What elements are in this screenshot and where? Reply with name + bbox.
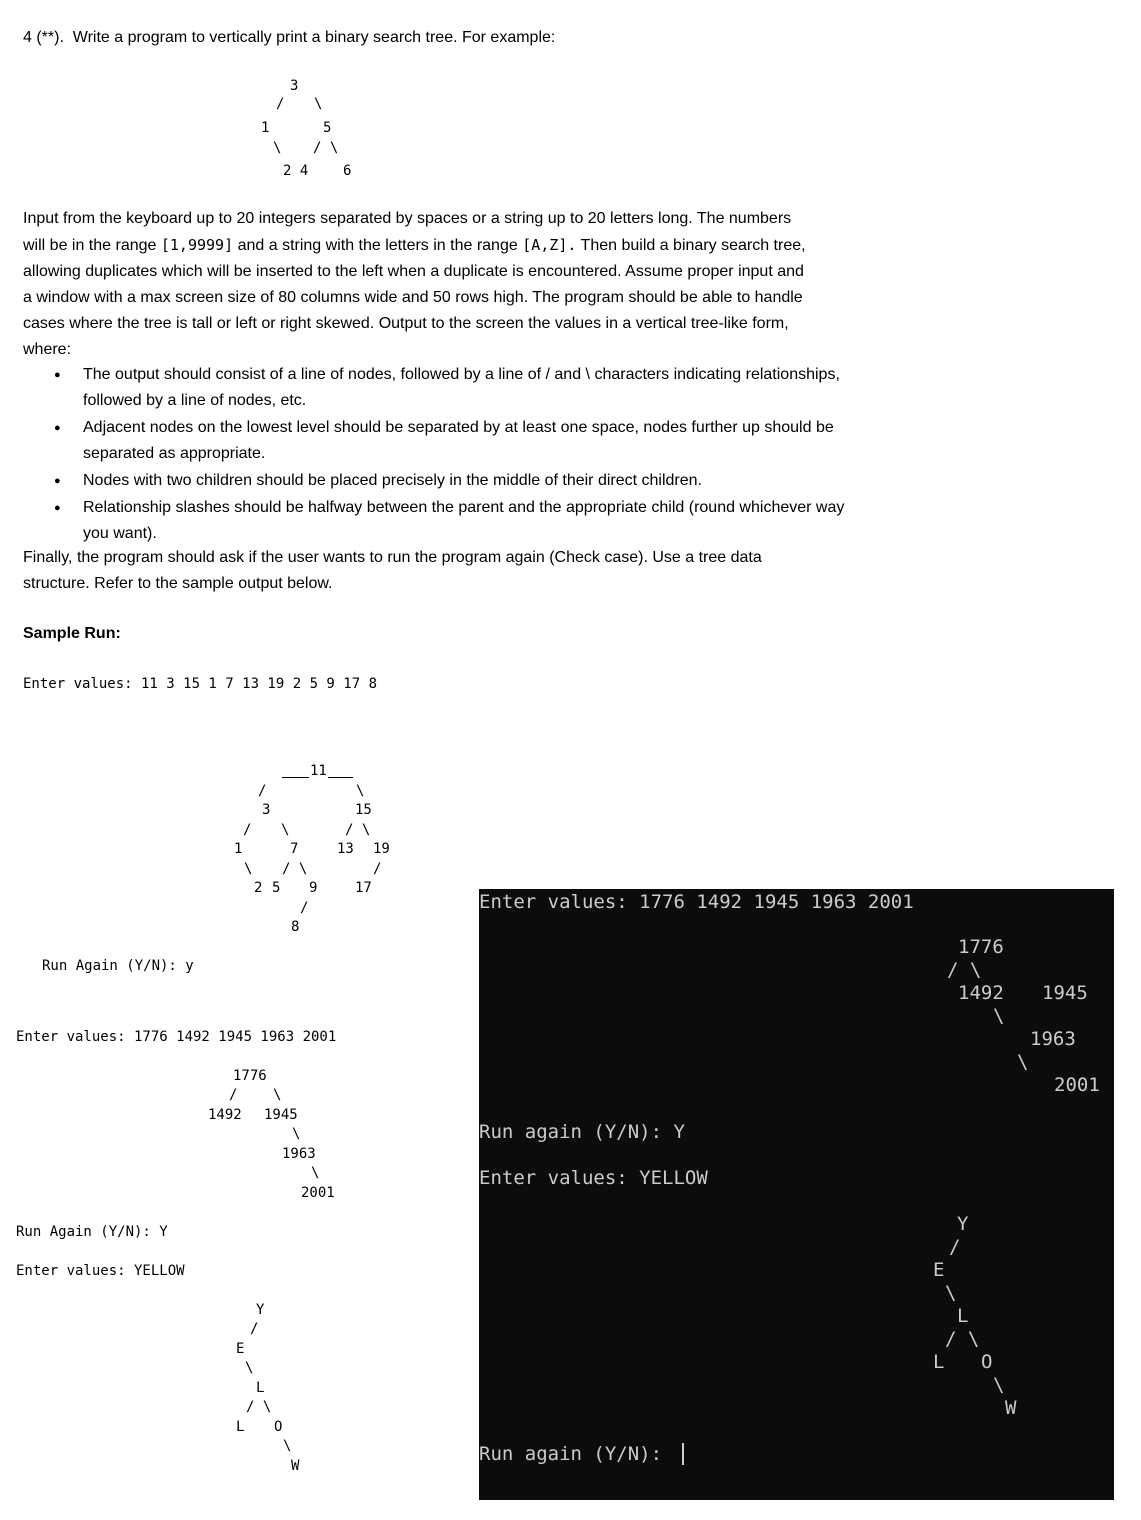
tree-node: 5: [323, 120, 332, 136]
tree-slash: / \: [345, 822, 371, 838]
tree-node: L: [236, 1419, 245, 1435]
final-paragraph: Finally, the program should ask if the user wants to run the program again (Check case). Use a tree data structure. Refer to the sample output below.: [23, 549, 762, 592]
terminal-tree-node: E: [933, 1259, 945, 1281]
tree-node: 9: [309, 880, 318, 896]
terminal-tree-node: W: [1005, 1397, 1017, 1419]
terminal-tree-slash: \: [1017, 1051, 1029, 1073]
terminal-tree-node: 2001: [1054, 1074, 1100, 1096]
terminal-tree-node: 1776: [958, 936, 1004, 958]
terminal-tree-node: L: [957, 1305, 969, 1327]
tree-slash: / \: [282, 861, 308, 877]
tree-node: 1963: [282, 1146, 316, 1162]
tree-slash: \: [244, 861, 253, 877]
tree-slash: \: [273, 1087, 282, 1103]
desc-part-a: Input from the keyboard up to 20 integers separated by spaces or a string up to 20 letters long.: [23, 210, 693, 227]
rule-item: ● The output should consist of a line of nodes, followed by a line of / and \ characters indicating relationships, followed by a line of nodes, etc.: [83, 362, 873, 414]
tree-slash: /: [243, 822, 252, 838]
tree-node: 5: [272, 880, 281, 896]
tree-node: 8: [291, 919, 300, 935]
terminal-window: [479, 889, 1114, 1500]
terminal-tree-slash: / \: [947, 959, 982, 981]
sample-run-heading: Sample Run:: [23, 625, 121, 642]
tree-node: Y: [256, 1302, 265, 1318]
tree-node: 1492: [208, 1107, 242, 1123]
tree-node: 6: [343, 163, 352, 179]
question-title: 4 (**). Write a program to vertically print a binary search tree. For example:: [23, 29, 556, 46]
tree-slash: / \: [313, 140, 339, 156]
range-numbers: [1,9999]: [160, 236, 234, 254]
terminal-tree-slash: \: [993, 1374, 1005, 1396]
terminal-tree-node: 1492: [958, 982, 1004, 1004]
tree-node: 2: [254, 880, 263, 896]
sample-enter-values-1: Enter values: 11 3 15 1 7 13 19 2 5 9 17 8: [23, 676, 378, 692]
tree-slash: /: [250, 1321, 259, 1337]
range-letters: [A,Z]: [522, 236, 568, 254]
terminal-tree-node: 1963: [1030, 1028, 1076, 1050]
terminal-tree-node: Y: [957, 1213, 969, 1235]
tree-slash: /: [258, 783, 267, 799]
description-paragraph: [23, 206, 813, 363]
terminal-tree-slash: /: [949, 1236, 961, 1258]
terminal-tree-node: 1945: [1042, 982, 1088, 1004]
tree-slash: /: [373, 861, 382, 877]
range-period: .: [567, 236, 577, 254]
terminal-tree-node: L: [933, 1351, 945, 1373]
terminal-run-again-prompt: Run again (Y/N):: [479, 1443, 674, 1465]
tree-node: 2001: [301, 1185, 335, 1201]
tree-slash: \: [356, 783, 365, 799]
terminal-tree-slash: / \: [945, 1328, 980, 1350]
tree-node: 3: [290, 78, 299, 94]
terminal-cursor[interactable]: [682, 1443, 684, 1465]
sample-run-again-1: Run Again (Y/N): y: [42, 958, 194, 974]
tree-slash: /: [229, 1087, 238, 1103]
sample-enter-values-3: Enter values: YELLOW: [16, 1263, 185, 1279]
tree-node: 15: [355, 802, 372, 818]
terminal-enter-values-1: Enter values: 1776 1492 1945 1963 2001: [479, 891, 914, 913]
tree-slash: \: [314, 96, 323, 112]
rule-item: ● Relationship slashes should be halfway between the parent and the appropriate child (round whichever way you want).: [83, 495, 873, 547]
terminal-run-again-1: Run again (Y/N): Y: [479, 1121, 685, 1143]
tree-node: 1: [261, 120, 270, 136]
tree-node: L: [256, 1380, 265, 1396]
tree-slash: \: [292, 1126, 301, 1142]
tree-node: 19: [373, 841, 390, 857]
tree-node: 2 4: [283, 163, 309, 179]
tree-node: O: [274, 1419, 283, 1435]
tree-slash: \: [273, 140, 282, 156]
desc-part-c: and a string with the letters in the range: [237, 237, 518, 254]
desc-part-b: The numbers will be in the range: [23, 210, 792, 254]
tree-node: 17: [355, 880, 372, 896]
tree-node: 7: [290, 841, 299, 857]
tree-slash: \: [311, 1165, 320, 1181]
rules-list: [23, 362, 873, 548]
terminal-enter-values-2: Enter values: YELLOW: [479, 1167, 708, 1189]
sample-enter-values-2: Enter values: 1776 1492 1945 1963 2001: [16, 1029, 337, 1045]
tree-node: 1776: [233, 1068, 267, 1084]
terminal-tree-slash: \: [945, 1282, 957, 1304]
tree-slash: /: [300, 900, 309, 916]
rule-item: ● Nodes with two children should be placed precisely in the middle of their direct children.: [83, 468, 873, 494]
tree-slash: /: [276, 96, 285, 112]
tree-slash: / \: [246, 1399, 272, 1415]
tree-node: E: [236, 1341, 245, 1357]
desc-part-d: Then build a binary search tree, allowing duplicates which will be inserted to the left when a duplicate is encountered. Assume proper input and a window with a max screen size of 80 columns wide and 50 rows high. The program should be able to handle cases where the tree is tall or left or right skewed. Output to the screen the values in a vertical tree-like form, where:: [23, 237, 806, 358]
sample-run-again-2: Run Again (Y/N): Y: [16, 1224, 168, 1240]
tree-branch-line: [328, 777, 353, 778]
tree-node: W: [291, 1458, 300, 1474]
tree-node: 11: [310, 763, 327, 779]
tree-slash: \: [245, 1360, 254, 1376]
tree-node: 1945: [264, 1107, 298, 1123]
tree-slash: \: [281, 822, 290, 838]
terminal-tree-node: O: [981, 1351, 993, 1373]
tree-slash: \: [283, 1438, 292, 1454]
tree-node: 3: [262, 802, 271, 818]
terminal-tree-slash: \: [993, 1005, 1005, 1027]
tree-node: 13: [337, 841, 354, 857]
tree-node: 1: [234, 841, 243, 857]
tree-branch-line: [282, 777, 309, 778]
rule-item: ● Adjacent nodes on the lowest level should be separated by at least one space, nodes further up should be separated as appropriate.: [83, 415, 873, 467]
